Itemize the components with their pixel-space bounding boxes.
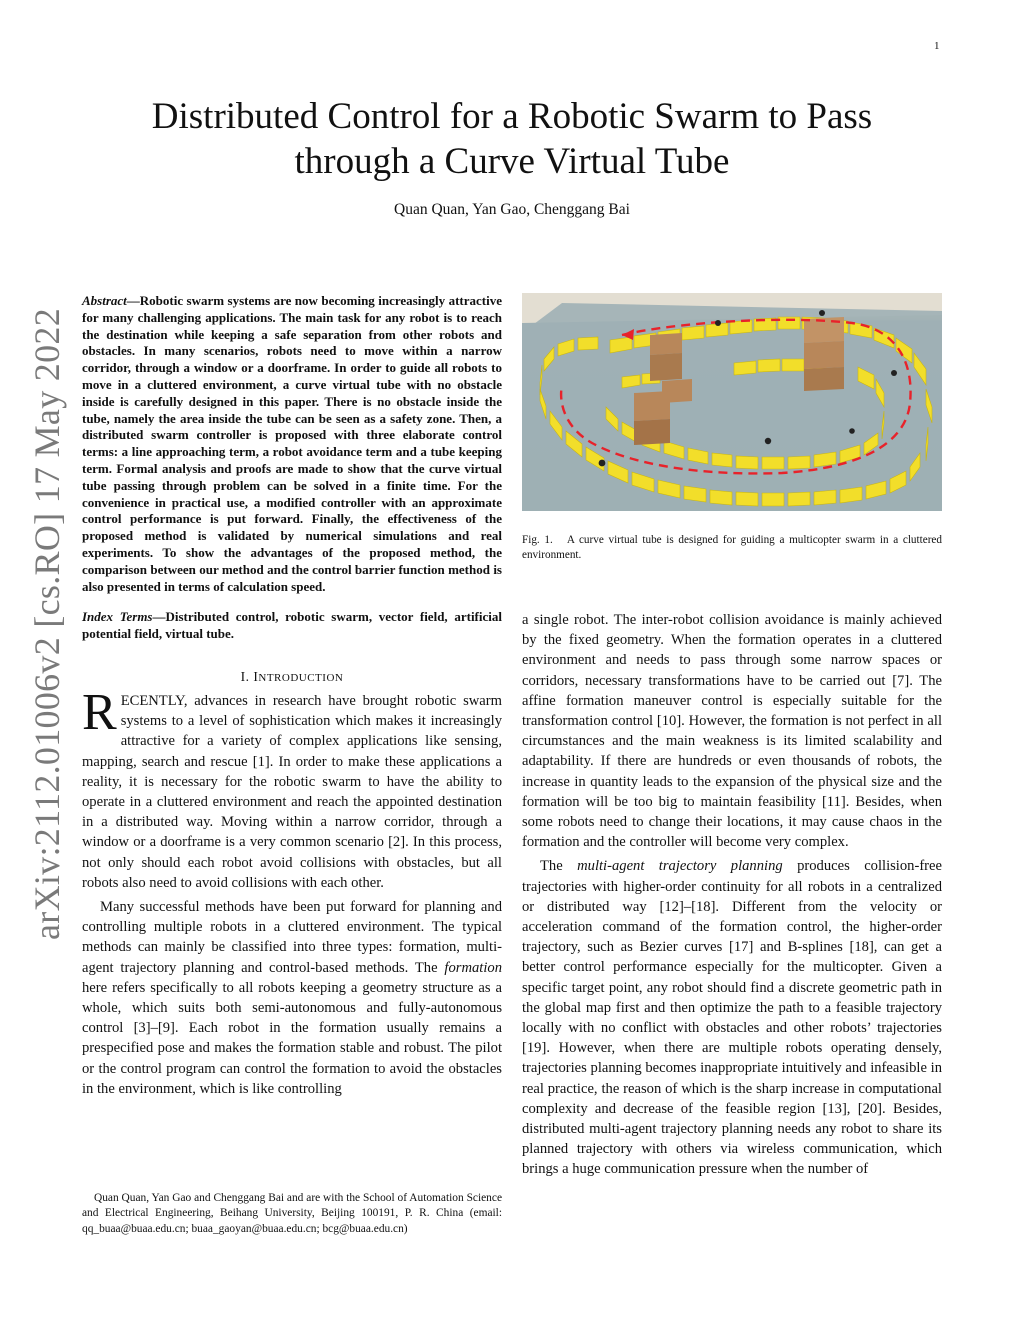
- right-paragraph-2: [522, 856, 942, 1179]
- drop-cap: R: [82, 683, 117, 741]
- caption-label: Fig. 1.: [522, 534, 553, 546]
- index-terms-text: —Distributed control, robotic swarm, vector field, artificial potential field, virtual tube.: [82, 609, 502, 642]
- page-number: 1: [934, 40, 940, 52]
- left-column: [82, 293, 502, 1099]
- section-heading-rest: NTRODUCTION: [258, 671, 344, 684]
- abstract-text: —Robotic swarm systems are now becoming increasingly attractive for many challenging applications. The main task for any robot is to reach the destination while keeping a safe separation from other robots and obstacles. In many scenarios, robots need to move within a narrow corridor, through a window or a doorframe. In order to guide all robots to move in a cluttered environment, a curve virtual tube with no obstacle inside is carefully designed in this paper. There is no obstacle inside the tube, namely the area inside the tube can be seen as a safety zone. Then, a distributed swarm controller is proposed with three elaborate control terms: a line approaching term, a robot avoidance term and a tube keeping term. Formal analysis and proofs are made to show that the curve virtual tube passing through problem can be solved in a finite time. For the convenience in practical use, a modified controller with an approximate control performance is put forward. Finally, the effectiveness of the proposed method is validated by numerical simulations and real experiments. To show the advantages of the proposed method, the comparison between our method and the control barrier function method is also presented in terms of calculation speed.: [82, 293, 502, 594]
- title-line-1: Distributed Control for a Robotic Swarm to Pass: [151, 96, 873, 137]
- figure-1-photo: [522, 293, 942, 511]
- intro-p2-part-b: here refers specifically to all robots keeping a geometry structure as a whole, which suits both semi-autonomous and fully-autonomous control [3]–[9]. Each robot in the formation usually remains a prespecified pose and makes the formation stable and robust. The pilot or the control program can control the formation to avoid the obstacles in the environment, which is like controlling: [82, 979, 502, 1097]
- intro-p2-part-a: Many successful methods have been put forward for planning and controlling multiple robots in a cluttered environment. The typical methods can mainly be classified into three types: formation, multi-agent trajectory planning and control-based methods. The: [82, 898, 502, 976]
- figure-1-caption: [522, 533, 942, 563]
- swarm-arena-illustration: [522, 293, 942, 511]
- index-terms-label: Index Terms: [82, 609, 153, 625]
- right-paragraph-1: a single robot. The inter-robot collision avoidance is mainly achieved by the fixed geometry. When the formation operates in a cluttered environment and needs to pass through some narrow spaces or corridors, necessary transformations have to be carried out [7]. The affine formation maneuver control is especially suitable for the transformation control [10]. However, the formation is not perfect in all circumstances and the main weakness is its limited scalability and adaptability. If there are hundreds or even thousands of robots, the increase in quantity leads to the expansion of the physical size and the formation will be too big to maintain feasibility [11]. Besides, when some robots need to change their locations, it may cause chaos in the formation and the controller will become very complex.: [522, 612, 942, 851]
- abstract-label: Abstract: [82, 293, 127, 308]
- section-heading-introduction: [82, 669, 502, 685]
- caption-text: A curve virtual tube is designed for guiding a multicopter swarm in a cluttered environment.: [522, 534, 942, 561]
- section-heading-numeral: I. I: [240, 668, 259, 684]
- author-footnote: [82, 1191, 502, 1237]
- arxiv-stamp: arXiv:2112.01006v2 [cs.RO] 17 May 2022: [27, 308, 67, 940]
- abstract: [82, 293, 502, 595]
- index-terms: [82, 609, 502, 643]
- paper-title: [60, 94, 964, 184]
- right-column-text: [522, 610, 942, 1180]
- intro-paragraph-1: [82, 683, 502, 893]
- title-line-2: through a Curve Virtual Tube: [294, 141, 730, 182]
- footnote-text: Quan Quan, Yan Gao and Chenggang Bai and are with the School of Automation Science and Electrical Engineering, Beihang University, Beijing 100191, P. R. China (email: qq_buaa@buaa.edu.cn; buaa_gaoyan@buaa.edu.cn; bcg@buaa.edu.cn): [82, 1192, 502, 1235]
- right-p2-emphasis: multi-agent trajectory planning: [577, 858, 783, 875]
- intro-paragraph-2: [82, 897, 502, 1099]
- intro-paragraph-1-text: ECENTLY, advances in research have brought robotic swarm systems to a level of sophistication which makes it increasingly attractive for a variety of complex applications like sensing, mapping, search and rescue [1]. In order to make these applications a reality, it is necessary for the robotic swarm to have the ability to operate in a cluttered environment and reach the appointed destination in a distributed way. Moving within a narrow corridor, through a window or a doorframe is a very common scenario [2]. In this process, not only should each robot avoid collisions with obstacles, but all robots also need to avoid collisions with each other.: [82, 692, 502, 891]
- right-p2-part-b: produces collision-free trajectories with higher-order continuity for all robots in a centralized or distributed way [12]–[18]. Different from the velocity or acceleration command of the formation control, the higher-order trajectory, such as Bezier curves [17] and B-splines [18], can get a better control performance especially for the multicopter. Given a specific target point, any robot should find a discrete geometric path in the global map first and then optimize the path to a feasible trajectory locally with no conflict with obstacles and other robots’ trajectories [19]. However, when there are multiple robots operating densely, trajectories planning becomes inappropriate intuitively and infeasible in real practice, the reason of which is the sharp increase in computational complexity and decrease of the feasible region [13], [20]. Besides, distributed multi-agent trajectory planning needs any robot to share its planned trajectory with others via wireless communication, which brings a huge communication pressure when the number of: [522, 858, 942, 1178]
- right-p2-part-a: The: [540, 858, 578, 875]
- intro-p2-emphasis: formation: [444, 959, 502, 976]
- author-list: Quan Quan, Yan Gao, Chenggang Bai: [394, 201, 630, 218]
